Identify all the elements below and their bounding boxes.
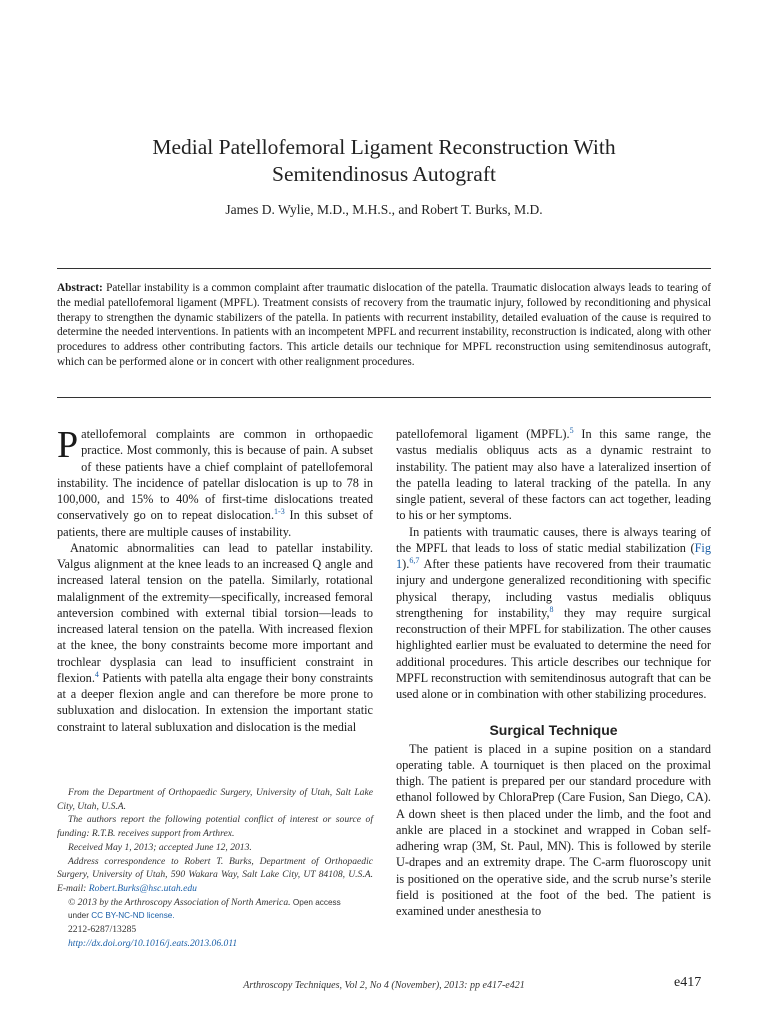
abstract-bottom-rule bbox=[57, 397, 711, 398]
article-title bbox=[0, 134, 768, 188]
left-column bbox=[57, 426, 373, 735]
footnotes bbox=[57, 786, 373, 950]
footnote-conflict: The authors report the following potential conflict of interest or source of funding: R.T.B. receives support from Arthrex. bbox=[57, 814, 373, 840]
doi-link[interactable]: http://dx.doi.org/10.1016/j.eats.2013.06.011 bbox=[68, 937, 238, 949]
traumatic-paragraph: In patients with traumatic causes, there is always tearing of the MPFL that leads to loss of static medial stabilization (Fig 1).$^{6,7}$ After these patients have recovered from their traumatic injury and undergone generalized reconditioning with specific physical therapy, including vastus medialis obliquus strengthening for instability,$^8$ they may require surgical reconstruction of their MPFL for stabilization. The other causes highlighted earlier must be evaluated to determine the need for additional procedures. This article describes our technique for MPFL reconstruction with semitendinosus autograft that can be used alone or in combination with other stabilizing procedures. bbox=[396, 524, 712, 701]
footnote-copyright: © 2013 by the Arthroscopy Association of North America. Open access bbox=[68, 896, 341, 908]
footnote-issn: 2212-6287/13285 bbox=[68, 924, 137, 936]
footnote-department: From the Department of Orthopaedic Surgery, University of Utah, Salt Lake City, Utah, U.S.A. bbox=[57, 787, 373, 812]
footnote-license: under CC BY-NC-ND license. bbox=[68, 911, 175, 921]
title-line-2: Semitendinosus Autograft bbox=[272, 162, 496, 186]
email-link[interactable]: Robert.Burks@hsc.utah.edu bbox=[88, 882, 197, 894]
ref-link[interactable]: 5 bbox=[569, 425, 574, 435]
mpfl-paragraph: patellofemoral ligament (MPFL).$^5$ In this same range, the vastus medialis obliquus acts as a dynamic restraint to instability. The patient may also have a lateralized insertion of the patella leading to lateral tracking of the patella. In any single patient, several of these factors can act together, leading to his or her symptoms. bbox=[396, 425, 711, 523]
abstract-label: Abstract: bbox=[57, 282, 103, 294]
ref-link[interactable]: 8 bbox=[549, 604, 554, 614]
drop-cap: P bbox=[57, 424, 79, 466]
authors: James D. Wylie, M.D., M.H.S., and Robert T. Burks, M.D. bbox=[225, 202, 543, 217]
figure-link[interactable]: Fig 1 bbox=[396, 540, 711, 571]
license-link[interactable]: CC BY-NC-ND license. bbox=[91, 911, 175, 921]
page-number: e417 bbox=[674, 975, 702, 990]
open-access-label: Open access bbox=[292, 897, 341, 907]
abstract-top-rule bbox=[57, 268, 711, 269]
ref-link[interactable]: 4 bbox=[94, 669, 99, 679]
abstract-text: Patellar instability is a common complaint after traumatic dislocation of the patella. Traumatic dislocation always leads to tearing of the medial patellofemoral ligament (MPFL). Treatment consists of recovery from the traumatic injury, followed by reconditioning and physical therapy to strengthen the dynamic stabilizers of the patella. In patients with recurrent instability, detailed evaluation of the cause is required to determine the needed interventions. In patients with an incompetent MPFL and recurrent instability, reconstruction is indicated, along with other procedures to address other contributing factors. This article details our technique for MPFL reconstruction using semitendinosus autograft, which can be performed alone or in concert with other realignment procedures. bbox=[57, 282, 711, 368]
intro-paragraph: Patellofemoral complaints are common in orthopaedic practice. Most commonly, this is because of pain. A subset of these patients have a chief complaint of patellofemoral instability. The incidence of patellar dislocation is up to 78 in 100,000, and 15% to 40% of first-time dislocations treated conservatively go on to repeat dislocation.$^{1-3}$ In this subset of patients, there are multiple causes of instability. bbox=[57, 424, 373, 539]
section-heading: Surgical Technique bbox=[489, 722, 618, 739]
ref-link[interactable]: 1-3 bbox=[274, 507, 285, 517]
journal-footer: Arthroscopy Techniques, Vol 2, No 4 (November), 2013: pp e417-e421 bbox=[243, 980, 525, 991]
ref-link[interactable]: 6,7 bbox=[409, 555, 420, 565]
title-line-1: Medial Patellofemoral Ligament Reconstruction With bbox=[152, 135, 616, 159]
footnote-received: Received May 1, 2013; accepted June 12, 2013. bbox=[68, 841, 252, 853]
anatomic-paragraph: Anatomic abnormalities can lead to patellar instability. Valgus alignment at the knee leads to an increased Q angle and increased lateral tension on the patella. Similarly, rotational malalignment of the extremity—specifically, increased femoral anteversion combined with external tibial torsion—leads to increased lateral tension on the patella. With increased flexion at the knee, the bony constraints become more important and trochlear dysplasia can lead to insufficient constraint in flexion.$^4$ Patients with patella alta engage their bony constraints at a deeper flexion angle and can therefore be more prone to subluxation and dislocation. In extension the important static constraint to lateral subluxation and dislocation is the medial bbox=[57, 540, 373, 734]
abstract bbox=[57, 281, 711, 370]
footnote-address: Address correspondence to Robert T. Burks, Department of Orthopaedic Surgery, University of Utah, 590 Wakara Way, Salt Lake City, UT 84108, U.S.A. E-mail: Robert.Burks@hsc.utah.edu bbox=[57, 855, 373, 894]
technique-paragraph: The patient is placed in a supine position on a standard operating table. A tourniquet is then placed on the proximal thigh. The patient is prepared per our standard procedure with ethanol followed by ChloraPrep (Care Fusion, San Diego, CA). A down sheet is then placed under the limb, and the foot and ankle are placed in a stockinet and wrapped in Coban self-adhering wrap (3M, St. Paul, MN). This is followed by sterile U-drapes and an extremity drape. The C-arm fluoroscopy unit is positioned on the operative side, and the scrub nurse’s sterile field is positioned at the foot of the bed. The patient is examined under anesthesia to bbox=[396, 741, 711, 918]
right-column bbox=[396, 426, 711, 919]
